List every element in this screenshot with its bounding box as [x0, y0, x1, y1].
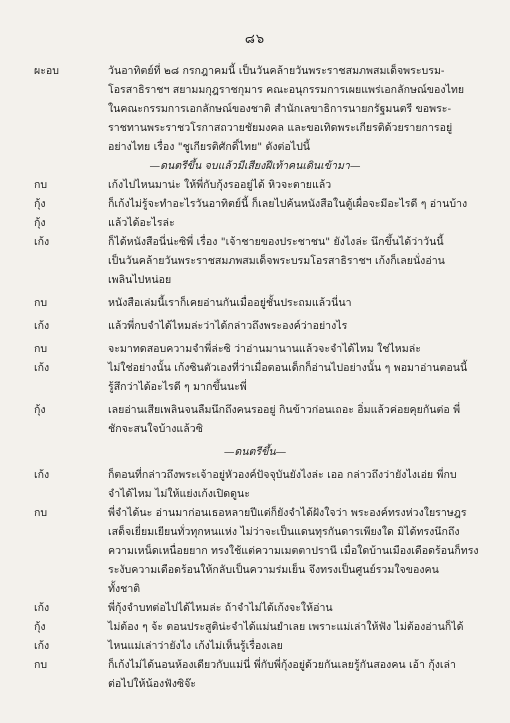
dialogue-line — [0, 195, 510, 214]
dialogue-text: ราชทานพระราชวโรกาสถวายชัยมงคล และขอเทิดพระเกียรติด้วยรายการอยู่ — [108, 122, 453, 134]
page-number: ๘๖ — [244, 32, 266, 47]
speaker-name: กุ้ง — [34, 217, 46, 229]
dialogue-line — [0, 176, 510, 195]
dialogue-text: รู้สึกว่าได้อะไรดี ๆ มากขึ้นนะพี่ — [108, 381, 247, 393]
stage-direction — [0, 443, 510, 462]
dialogue-line — [0, 62, 510, 81]
dialogue-text: แล้วได้อะไรล่ะ — [108, 217, 175, 229]
dialogue-text: ในคณะกรรมการเอกลักษณ์ของชาติ สำนักเลขาธิการนายกรัฐมนตรี ขอพระ- — [108, 103, 452, 115]
dialogue-line — [0, 401, 510, 420]
dialogue-line — [0, 420, 510, 439]
dialogue-line — [0, 214, 510, 233]
speaker-name: กบ — [34, 343, 48, 355]
dialogue-text: เป็นวันคล้ายวันพระราชสมภพสมเด็จพระบรมโอรสาธิราชฯ เก้งก็เลยนั่งอ่าน — [108, 255, 445, 267]
dialogue-line — [0, 618, 510, 637]
dialogue-line — [0, 675, 510, 694]
speaker-name: กุ้ง — [34, 404, 46, 416]
dialogue-line — [0, 81, 510, 100]
speaker-name: กบ — [34, 179, 48, 191]
dialogue-text: ทั้งชาติ — [108, 583, 141, 595]
dialogue-text: อย่างไทย เรื่อง "ชูเกียรติศักดิ์ไทย" ดังต่อไปนี้ — [108, 141, 311, 153]
dialogue-text: พี่กุ้งจำบทต่อไปได้ไหมล่ะ ถ้าจำไม่ได้เก้งจะให้อ่าน — [108, 602, 333, 614]
dialogue-text: เสด็จเยี่ยมเยียนทั่วทุกหนแห่ง ไม่ว่าจะเป็นแดนทุรกันดารเพียงใด มิได้ทรงนึกถึง — [108, 526, 460, 538]
dialogue-text: ก็เก้งไม่รู้จะทำอะไรวันอาทิตย์นี้ ก็เลยไปค้นหนังสือในตู้เผื่อจะมีอะไรดี ๆ อ่านบ้าง — [108, 198, 468, 210]
dialogue-line — [0, 100, 510, 119]
dialogue-line — [0, 523, 510, 542]
stage-direction — [0, 157, 510, 176]
dialogue-text: ระงับความเดือดร้อนให้กลับเป็นความร่มเย็น จึงทรงเป็นศูนย์รวมใจของคน — [108, 564, 439, 576]
speaker-name: เก้ง — [34, 362, 50, 374]
speaker-name: กุ้ง — [34, 198, 46, 210]
dialogue-line — [0, 656, 510, 675]
dialogue-text: วันอาทิตย์ที่ ๒๘ กรกฎาคมนี้ เป็นวันคล้ายวันพระราชสมภพสมเด็จพระบรม- — [108, 65, 445, 77]
dialogue-text: ก็ได้หนังสือนี่น่ะซิพี่ เรื่อง "เจ้าชายของประชาชน" ยังไงล่ะ นึกขึ้นได้ว่าวันนี้ — [108, 236, 444, 248]
dialogue-line — [0, 561, 510, 580]
dialogue-line — [0, 466, 510, 485]
dialogue-line — [0, 294, 510, 313]
speaker-name: กุ้ง — [34, 621, 46, 633]
dialogue-line — [0, 542, 510, 561]
dialogue-text: พี่จำได้นะ อ่านมาก่อนเธอหลายปีแต่ก็ยังจำได้ฝังใจว่า พระองค์ทรงห่วงใยราษฎร — [108, 507, 467, 519]
dialogue-text: ก็ตอนที่กล่าวถึงพระเจ้าอยู่หัวองค์ปัจจุบันยังไงล่ะ เออ กล่าวถึงว่ายังไงเอ่ย พี่กบ — [108, 469, 457, 481]
dialogue-text: จำได้ไหม ไม่ให้แย่งเก้งเปิดดูนะ — [108, 488, 250, 500]
script-body — [0, 62, 510, 694]
speaker-name: กบ — [34, 507, 48, 519]
dialogue-line — [0, 317, 510, 336]
dialogue-text: ชักจะสนใจบ้างแล้วซิ — [108, 423, 203, 435]
speaker-name: กบ — [34, 297, 48, 309]
dialogue-line — [0, 599, 510, 618]
dialogue-text: แล้วพี่กบจำได้ไหมล่ะว่าได้กล่าวถึงพระองค์ว่าอย่างไร — [108, 320, 348, 332]
speaker-name: เก้ง — [34, 602, 50, 614]
speaker-name: เก้ง — [34, 640, 50, 652]
dialogue-line — [0, 359, 510, 378]
dialogue-line — [0, 138, 510, 157]
stage-direction-text: —ดนตรีขึ้น— — [223, 446, 287, 458]
dialogue-text: หนังสือเล่มนี้เราก็เคยอ่านกันเมื่ออยู่ชั้นประถมแล้วนี่นา — [108, 297, 352, 309]
dialogue-line — [0, 504, 510, 523]
dialogue-line — [0, 580, 510, 599]
speaker-name: เก้ง — [34, 236, 50, 248]
dialogue-line — [0, 340, 510, 359]
speaker-name: เก้ง — [34, 469, 50, 481]
dialogue-text: ต่อไปให้น้องฟังซิจ๊ะ — [108, 678, 196, 690]
dialogue-line — [0, 485, 510, 504]
dialogue-text: เพลินไปหน่อย — [108, 274, 172, 286]
dialogue-line — [0, 233, 510, 252]
dialogue-text: โอรสาธิราชฯ สยามมกุฎราชกุมาร คณะอนุกรรมการเผยแพร่เอกลักษณ์ของไทย — [108, 84, 465, 96]
dialogue-text: เลยอ่านเสียเพลินจนลืมนึกถึงคนรออยู่ กินข้าวก่อนเถอะ อิ่มแล้วค่อยคุยกันต่อ พี่ — [108, 404, 461, 416]
dialogue-line — [0, 637, 510, 656]
speaker-name: ผะอบ — [34, 65, 59, 77]
dialogue-text: ไหนแม่เล่าว่ายังไง เก้งไม่เห็นรู้เรื่องเลย — [108, 640, 283, 652]
dialogue-line — [0, 119, 510, 138]
stage-direction-text: —ดนตรีขึ้น จบแล้วมีเสียงฝีเท้าคนเดินเข้ามา— — [149, 160, 361, 172]
dialogue-text: ไม่ต้อง ๆ จ้ะ ตอนประสูติน่ะจำได้แม่นยำเลย เพราะแม่เล่าให้ฟัง ไม่ต้องอ่านก็ได้ — [108, 621, 464, 633]
dialogue-text: ความเหน็ดเหนื่อยยาก ทรงใช้แต่ความเมตตาปรานี เมื่อใดบ้านเมืองเดือดร้อนก็ทรง — [108, 545, 479, 557]
speaker-name: เก้ง — [34, 320, 50, 332]
dialogue-text: ก็เก้งไม่ได้นอนห้องเดียวกับแม่นี่ พี่กับพี่กุ้งอยู่ด้วยกันเลยรู้กันสองคน เอ้า กุ้งเล่า — [108, 659, 456, 671]
dialogue-line — [0, 271, 510, 290]
speaker-name: กบ — [34, 659, 48, 671]
dialogue-line — [0, 378, 510, 397]
dialogue-text: เก้งไปไหนมาน่ะ ให้พี่กับกุ้งรออยู่ได้ หิวจะตายแล้ว — [108, 179, 332, 191]
dialogue-line — [0, 252, 510, 271]
dialogue-text: จะมาทดสอบความจำพี่ล่ะซิ ว่าอ่านมานานแล้วจะจำได้ไหม ใช่ไหมล่ะ — [108, 343, 421, 355]
dialogue-text: ไม่ใช่อย่างนั้น เก้งซินตัวเองที่ว่าเมื่อตอนเด็กก็อ่านไปอย่างนั้น ๆ พอมาอ่านตอนนี้ — [108, 362, 468, 374]
